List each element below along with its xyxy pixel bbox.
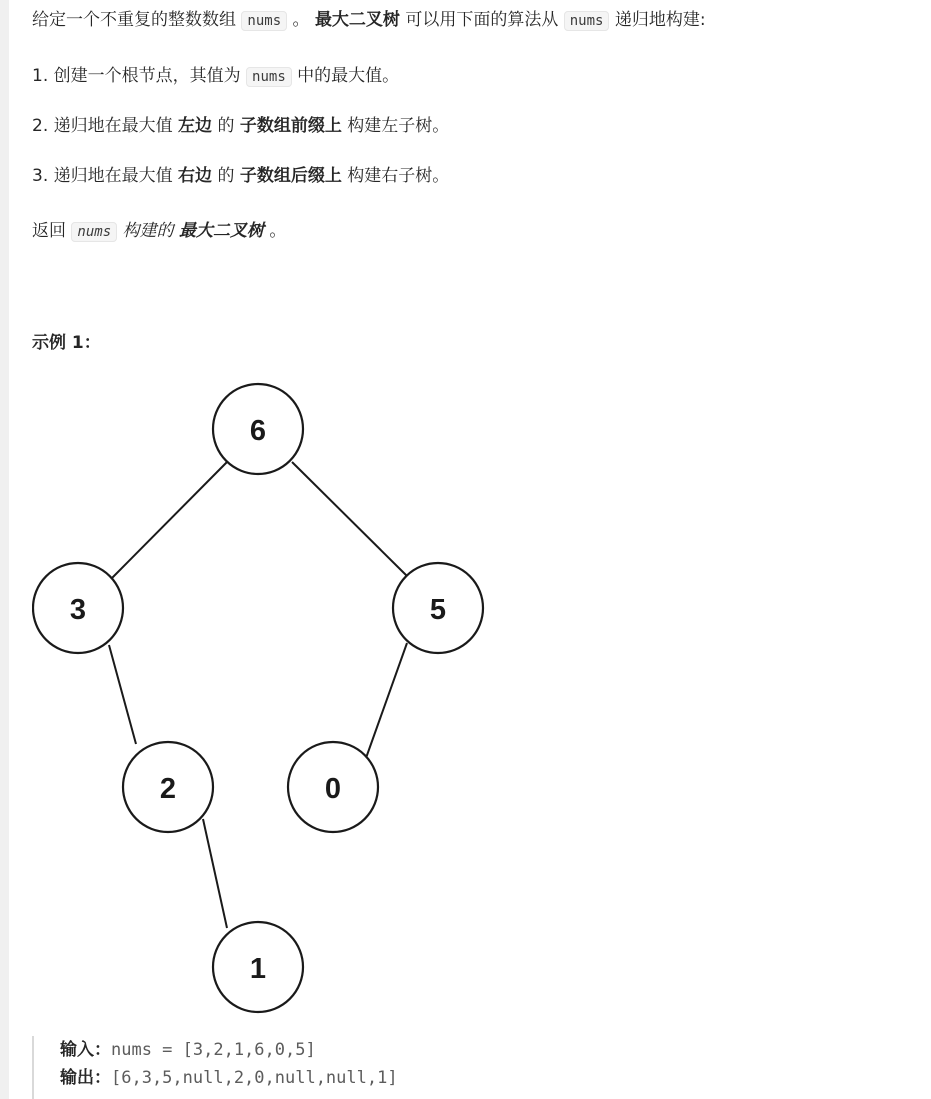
node-label: 1 (249, 953, 267, 985)
tree-diagram (32, 378, 492, 1018)
output-value: [6,3,5,null,2,0,null,null,1] (111, 1068, 398, 1088)
edge-6-5 (292, 462, 407, 576)
inline-code: nums (564, 11, 610, 31)
output-label: 输出： (60, 1068, 111, 1088)
intro-paragraph (32, 7, 706, 34)
return-text: 。 (269, 221, 287, 241)
node-label: 2 (159, 773, 177, 805)
intro-text: 给定一个不重复的整数数组 (32, 10, 236, 30)
input-line (60, 1036, 732, 1064)
node-label: 6 (249, 415, 267, 447)
step-text: 2. 递归地在最大值 (32, 116, 173, 136)
edge-2-1 (203, 819, 227, 928)
return-paragraph (32, 218, 286, 245)
input-label: 输入： (60, 1040, 111, 1060)
intro-text: 可以用下面的算法从 (405, 10, 559, 30)
step-text: 构建右子树。 (347, 166, 450, 186)
example-title: 示例 1： (32, 333, 101, 353)
return-text: 返回 (32, 221, 66, 241)
example-io-block (32, 1036, 732, 1099)
step-text: 的 (217, 166, 235, 186)
inline-code: nums (241, 11, 287, 31)
output-line (60, 1064, 732, 1092)
step-bold: 子数组前缀上 (239, 116, 342, 136)
edge-3-2 (109, 645, 136, 744)
step-text: 中的最大值。 (297, 66, 400, 86)
step-bold: 子数组后缀上 (239, 166, 342, 186)
step-text: 1. 创建一个根节点，其值为 (32, 66, 241, 86)
step-text: 构建左子树。 (347, 116, 450, 136)
intro-text: 递归地构建: (614, 10, 706, 30)
node-label: 3 (69, 594, 87, 626)
input-value: nums = [3,2,1,6,0,5] (111, 1040, 316, 1060)
node-label: 0 (324, 773, 342, 805)
step-text: 3. 递归地在最大值 (32, 166, 173, 186)
intro-bold-term: 最大二叉树 (314, 10, 400, 30)
node-label: 5 (429, 594, 447, 626)
edge-5-0 (366, 643, 407, 758)
step-1 (32, 63, 399, 90)
step-bold: 右边 (178, 166, 213, 186)
inline-code: nums (71, 222, 117, 242)
intro-text: 。 (292, 10, 310, 30)
return-bold-italic: 最大二叉树 (178, 221, 264, 241)
return-italic: 构建的 (122, 221, 174, 241)
step-2 (32, 113, 449, 139)
step-bold: 左边 (178, 116, 213, 136)
inline-code: nums (246, 67, 292, 87)
step-3 (32, 163, 449, 189)
edge-6-3 (112, 462, 227, 578)
step-text: 的 (217, 116, 235, 136)
left-edge-bar (0, 0, 9, 1099)
